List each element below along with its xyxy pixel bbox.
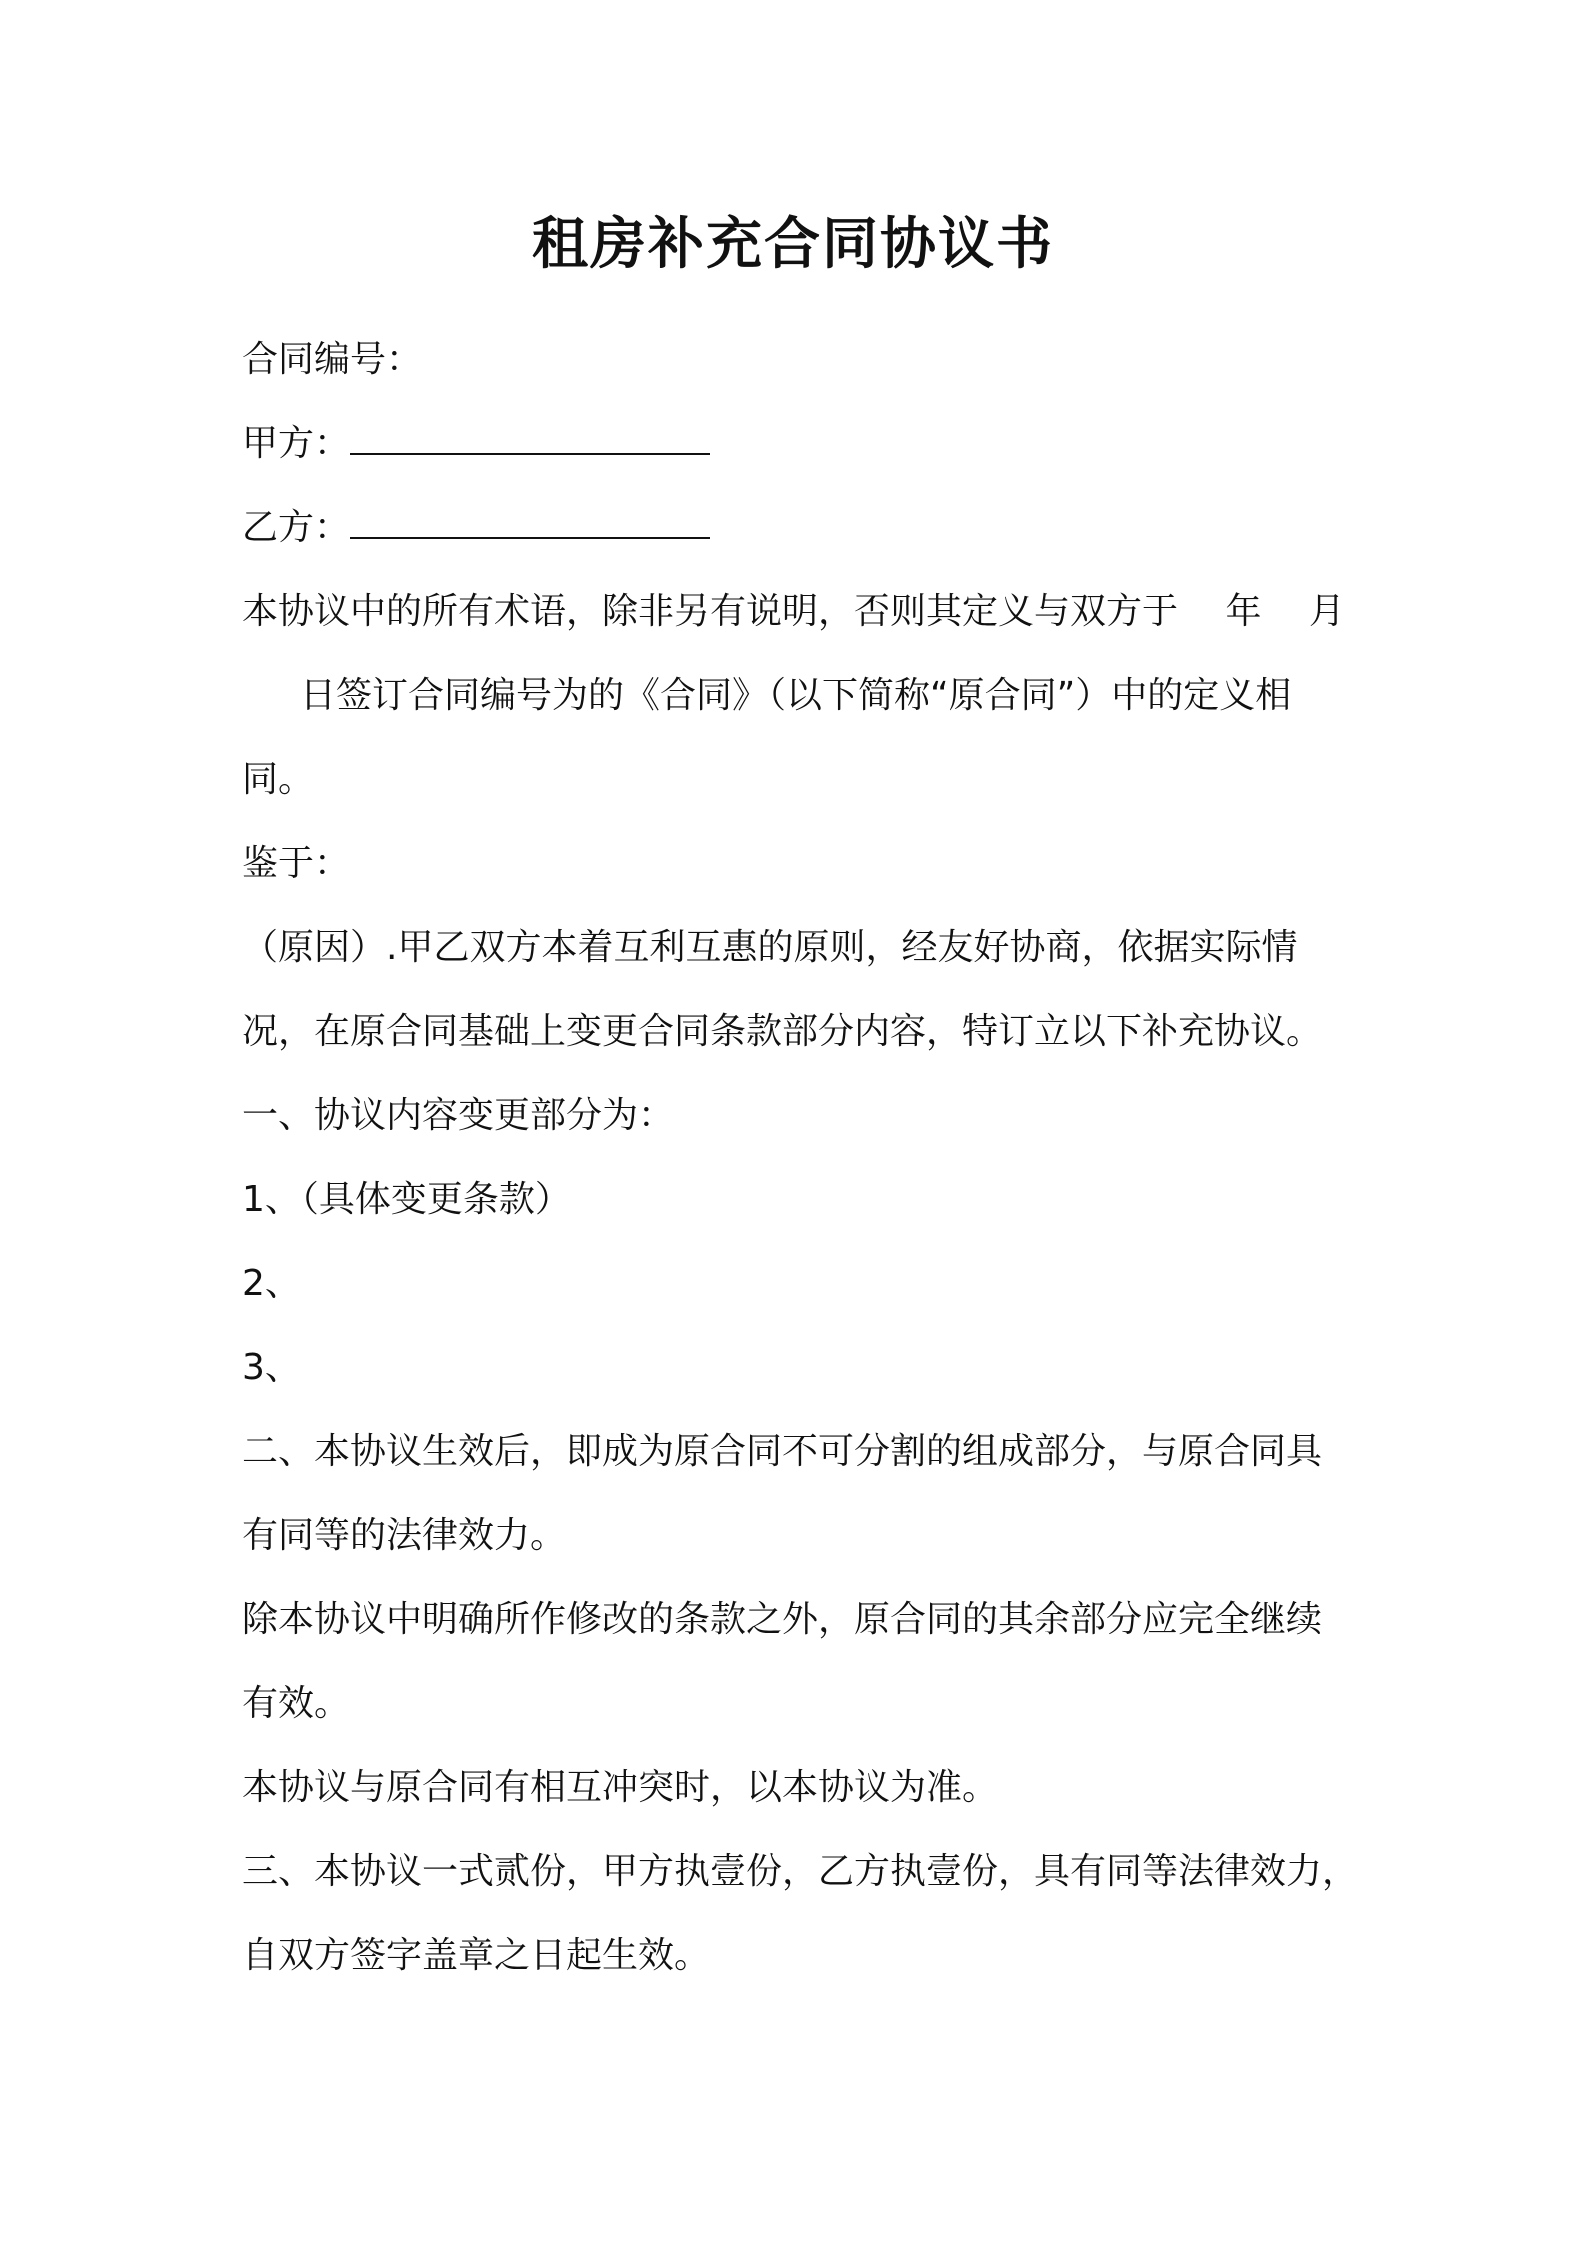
list-item: 2、 [242, 1263, 301, 1304]
party-a-line [242, 402, 1362, 486]
section-2-line-2: 有同等的法律效力。 [242, 1515, 567, 1556]
party-a-label: 甲方： [242, 423, 351, 464]
terms-line-2: 日签订合同编号为的《合同》（以下简称“原合同”）中的定义相 [300, 675, 1292, 716]
terms-line-3: 同。 [242, 759, 315, 800]
party-b-line [242, 486, 1362, 570]
whereas-heading: 鉴于： [242, 843, 351, 884]
remain-line-1: 除本协议中明确所作修改的条款之外，原合同的其余部分应完全继续 [242, 1599, 1323, 1640]
list-item: 3、 [242, 1347, 301, 1388]
list-item: 1、（具体变更条款） [242, 1179, 571, 1220]
section-3-line-1: 三、本协议一式贰份，甲方执壹份，乙方执壹份，具有同等法律效力， [242, 1851, 1359, 1892]
conflict-line: 本协议与原合同有相互冲突时，以本协议为准。 [242, 1767, 999, 1808]
document-body [242, 318, 1362, 1998]
section-3-line-2: 自双方签字盖章之日起生效。 [242, 1935, 711, 1976]
party-a-blank [350, 425, 710, 455]
document-title: 租房补充合同协议书 [532, 212, 1054, 277]
remain-line-2: 有效。 [242, 1683, 351, 1724]
contract-number-label: 合同编号： [242, 339, 423, 380]
reason-line-1: （原因）.甲乙双方本着互利互惠的原则，经友好协商，依据实际情 [242, 927, 1298, 968]
party-b-label: 乙方： [242, 507, 351, 548]
contract-number-line [242, 318, 1362, 402]
terms-line-1: 本协议中的所有术语，除非另有说明，否则其定义与双方于 年 月 [242, 591, 1345, 632]
reason-line-2: 况，在原合同基础上变更合同条款部分内容，特订立以下补充协议。 [242, 1011, 1323, 1052]
party-b-blank [350, 509, 710, 539]
section-2-line-1: 二、本协议生效后，即成为原合同不可分割的组成部分，与原合同具 [242, 1431, 1323, 1472]
section-1-heading: 一、协议内容变更部分为： [242, 1095, 675, 1136]
